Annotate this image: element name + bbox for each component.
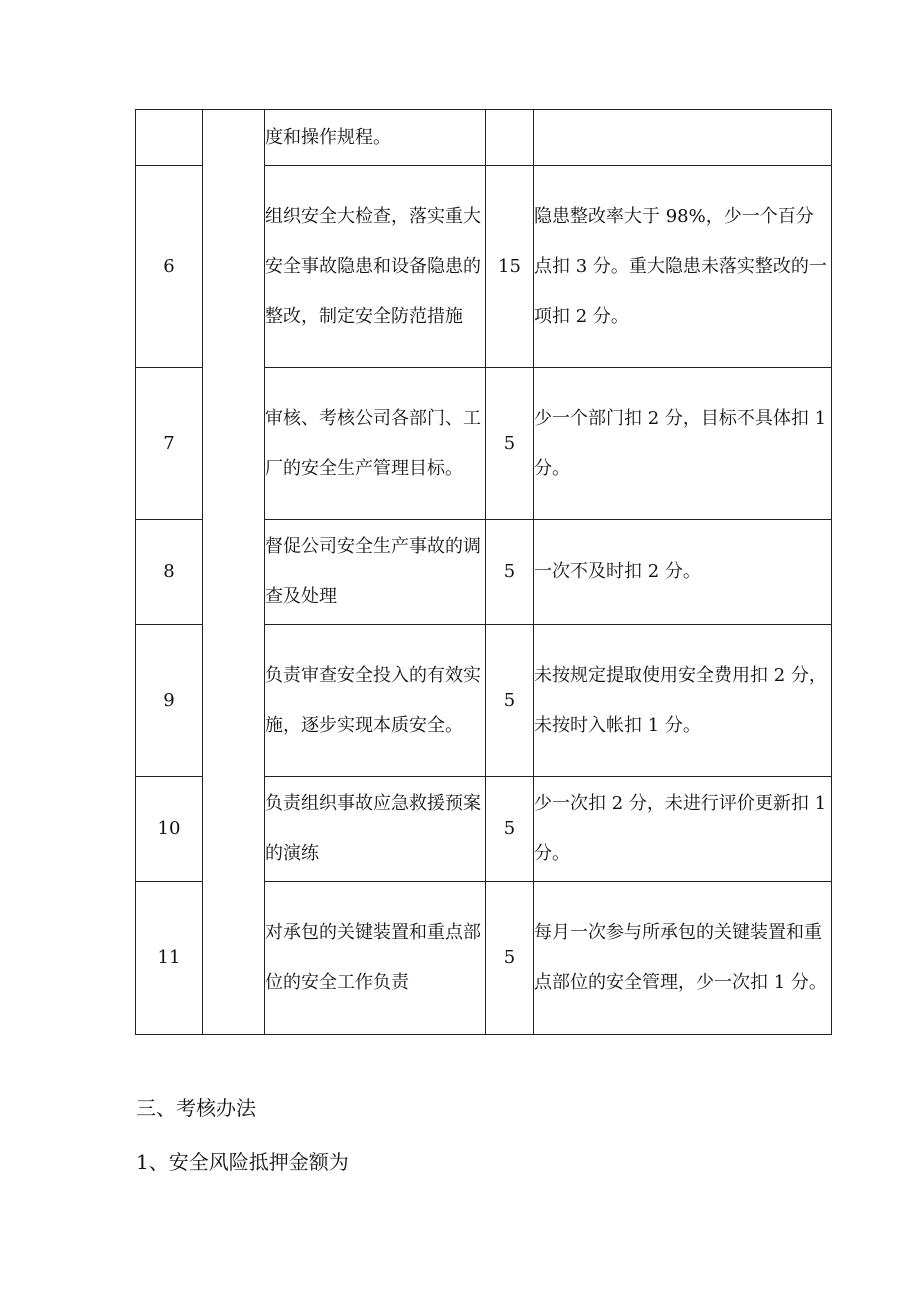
section-heading: 三、考核办法 [136,1096,256,1120]
assessment-item: 负责组织事故应急救援预案的演练 [265,777,486,882]
deduction-rule: 少一个部门扣 2 分，目标不具体扣 1 分。 [534,368,832,520]
row-number: 11 [136,882,203,1035]
merged-category-cell [203,110,265,1035]
assessment-item: 组织安全大检查，落实重大安全事故隐患和设备隐患的整改，制定安全防范措施 [265,166,486,368]
deduction-rule: 少一次扣 2 分，未进行评价更新扣 1 分。 [534,777,832,882]
deduction-rule: 每月一次参与所承包的关键装置和重点部位的安全管理，少一次扣 1 分。 [534,882,832,1035]
deduction-rule: 一次不及时扣 2 分。 [534,520,832,625]
assessment-table [135,109,832,1035]
table-row [136,110,832,166]
deduction-rule [534,110,832,166]
score-points: 5 [486,882,534,1035]
score-points [486,110,534,166]
score-points: 5 [486,777,534,882]
deduction-rule: 未按规定提取使用安全费用扣 2 分，未按时入帐扣 1 分。 [534,625,832,777]
score-points: 5 [486,368,534,520]
score-points: 15 [486,166,534,368]
assessment-item: 度和操作规程。 [265,110,486,166]
assessment-item: 审核、考核公司各部门、工厂的安全生产管理目标。 [265,368,486,520]
assessment-item: 督促公司安全生产事故的调查及处理 [265,520,486,625]
score-points: 5 [486,520,534,625]
row-number: 8 [136,520,203,625]
row-number: 9 [136,625,203,777]
sub-item-text: 1、安全风险抵押金额为 [136,1150,349,1174]
row-number: 6 [136,166,203,368]
assessment-item: 对承包的关键装置和重点部位的安全工作负责 [265,882,486,1035]
assessment-item: 负责审查安全投入的有效实施，逐步实现本质安全。 [265,625,486,777]
row-number: 10 [136,777,203,882]
deduction-rule: 隐患整改率大于 98%，少一个百分点扣 3 分。重大隐患未落实整改的一项扣 2 分。 [534,166,832,368]
score-points: 5 [486,625,534,777]
row-number [136,110,203,166]
row-number: 7 [136,368,203,520]
